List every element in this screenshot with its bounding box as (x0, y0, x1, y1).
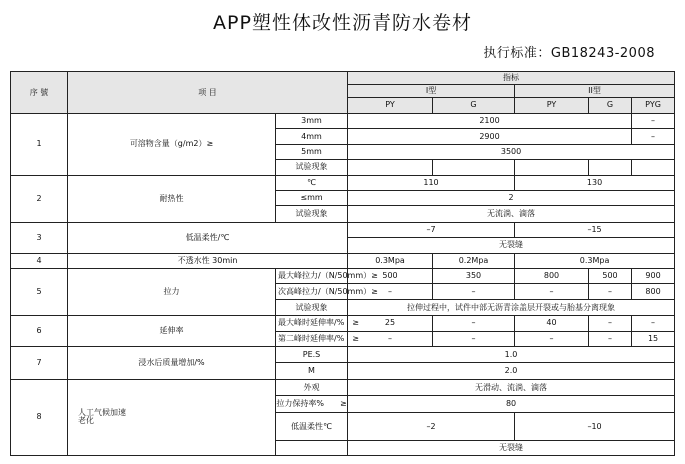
row-value: –15 (515, 222, 675, 237)
row-item-text: 人工气候加速老化 (78, 408, 126, 426)
row-value: 无滑动、流淌、滴落 (348, 379, 675, 395)
row-item: 拉力 (68, 269, 276, 316)
row-value: 130 (515, 175, 675, 190)
row-item: 耐热性 (68, 175, 276, 222)
row-value: – (348, 331, 433, 346)
row-item (68, 379, 276, 455)
row-value: 无裂缝 (348, 238, 675, 253)
header-g1: G (433, 97, 515, 113)
row-value: 0.3Mpa (515, 253, 675, 268)
row-sub: 第二峰时延伸率/% ≥ (276, 331, 348, 346)
row-number: 2 (11, 175, 68, 222)
header-item: 项 目 (68, 72, 348, 114)
row-value: – (632, 129, 675, 144)
row-number: 4 (11, 253, 68, 268)
row-value: 800 (515, 269, 589, 284)
table-row (11, 379, 675, 395)
header-pyg: PYG (632, 97, 675, 113)
row-value-empty (433, 160, 515, 175)
table-row (11, 72, 675, 85)
row-value: – (433, 284, 515, 299)
row-value: 800 (632, 284, 675, 299)
row-value: 0.3Mpa (348, 253, 433, 268)
row-sub: 次高峰拉力/（N/50mm）≥ (276, 284, 348, 299)
header-g2: G (589, 97, 632, 113)
header-type2: II型 (515, 85, 675, 97)
table-row (11, 347, 675, 363)
page-title: APP塑性体改性沥青防水卷材 (213, 12, 472, 34)
row-value: 2100 (348, 114, 632, 129)
row-sub: 试验现象 (276, 160, 348, 175)
row-value: – (632, 316, 675, 331)
row-sub: 最大峰拉力/（N/50mm）≥ (276, 269, 348, 284)
row-value: 500 (589, 269, 632, 284)
header-type1: I型 (348, 85, 515, 97)
row-number: 8 (11, 379, 68, 455)
row-value: 500 (348, 269, 433, 284)
row-value: 无流淌、滴落 (348, 206, 675, 222)
row-sub: ℃ (276, 175, 348, 190)
row-number: 5 (11, 269, 68, 316)
row-value: 2900 (348, 129, 632, 144)
row-value: 2.0 (348, 363, 675, 379)
row-value: 1.0 (348, 347, 675, 363)
row-sub: ≤mm (276, 191, 348, 206)
table-row (11, 269, 675, 284)
row-value: 25 (348, 316, 433, 331)
row-value: 拉伸过程中，试件中部无沥青涂盖层开裂或与胎基分离现象 (348, 299, 675, 315)
standard-label: 执行标准：GB18243-2008 (483, 46, 655, 61)
row-number: 6 (11, 316, 68, 347)
row-number: 7 (11, 347, 68, 380)
table-row (11, 175, 675, 190)
row-number: 1 (11, 114, 68, 176)
row-sub: 拉力保持率% ≥ (276, 396, 348, 412)
row-value: – (589, 331, 632, 346)
row-value: 15 (632, 331, 675, 346)
row-value: 80 (348, 396, 675, 412)
table-row (11, 316, 675, 331)
row-value: – (515, 331, 589, 346)
row-value: – (589, 284, 632, 299)
row-item: 延伸率 (68, 316, 276, 347)
row-number: 3 (11, 222, 68, 253)
header-py1: PY (348, 97, 433, 113)
row-item: 不透水性 30min (68, 253, 348, 268)
row-value: –7 (348, 222, 515, 237)
header-py2: PY (515, 97, 589, 113)
table-row (11, 253, 675, 268)
row-value-empty (348, 160, 433, 175)
row-value-empty (589, 160, 632, 175)
row-value: 350 (433, 269, 515, 284)
row-value: – (589, 316, 632, 331)
spec-table (10, 71, 675, 456)
row-item: 浸水后质量增加/% (68, 347, 276, 380)
row-value: 0.2Mpa (433, 253, 515, 268)
row-sub: 4mm (276, 129, 348, 144)
table-row (11, 222, 675, 237)
header-seq: 序 號 (11, 72, 68, 114)
row-value: – (632, 114, 675, 129)
row-sub: PE.S (276, 347, 348, 363)
row-sub: 低温柔性℃ (276, 412, 348, 441)
row-value: 3500 (348, 144, 675, 159)
table-row (11, 114, 675, 129)
row-sub: 3mm (276, 114, 348, 129)
row-sub-empty (276, 441, 348, 456)
row-sub: 最大峰时延伸率/% ≥ (276, 316, 348, 331)
row-item: 可溶物含量（g/m2）≥ (68, 114, 276, 176)
row-value: –2 (348, 412, 515, 441)
row-sub: 试验现象 (276, 206, 348, 222)
row-sub: 外观 (276, 379, 348, 395)
row-value: –10 (515, 412, 675, 441)
row-sub: 5mm (276, 144, 348, 159)
header-indicator: 指标 (348, 72, 675, 85)
row-sub: 试验现象 (276, 299, 348, 315)
row-value: – (433, 316, 515, 331)
row-value-empty (632, 160, 675, 175)
row-value: 40 (515, 316, 589, 331)
row-value: 900 (632, 269, 675, 284)
row-item: 低温柔性/℃ (68, 222, 348, 253)
row-value: 无裂缝 (348, 441, 675, 456)
row-value: – (433, 331, 515, 346)
row-value: – (348, 284, 433, 299)
row-value: 2 (348, 191, 675, 206)
row-sub: M (276, 363, 348, 379)
row-value: – (515, 284, 589, 299)
row-value: 110 (348, 175, 515, 190)
row-value-empty (515, 160, 589, 175)
